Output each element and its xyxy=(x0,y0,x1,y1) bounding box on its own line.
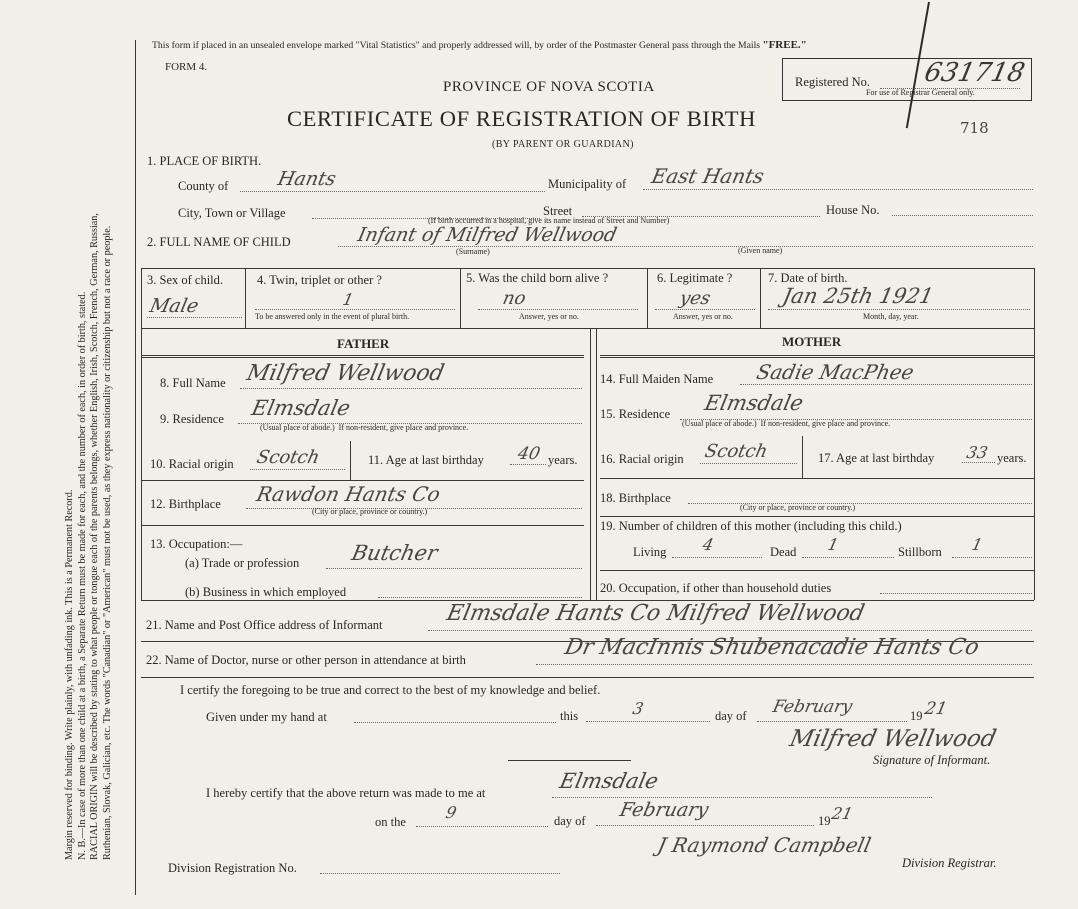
alive-value: no xyxy=(500,288,528,309)
informant-signature: Milfred Wellwood xyxy=(787,726,999,752)
legitimate-label: 6. Legitimate ? xyxy=(657,271,733,285)
stillborn-label: Stillborn xyxy=(898,545,942,559)
doctor-label: 22. Name of Doctor, nurse or other person in attendance at birth xyxy=(146,653,466,667)
date-of-birth-value: Jan 25th 1921 xyxy=(780,284,936,308)
certification-month-value: February xyxy=(770,697,854,717)
place-heading: 1. PLACE OF BIRTH. xyxy=(147,154,262,168)
twin-value: 1 xyxy=(341,290,356,309)
margin-note-multiple-births: N. B.—In case of more than one child at a birth, a Separate Return must be made for each, and the number of each, in order of birth, stated. xyxy=(76,291,88,860)
registrar-use-note: For use of Registrar General only. xyxy=(866,88,975,97)
mother-residence-note: (Usual place of abode.) If non-resident, give place and province. xyxy=(682,419,891,428)
certification-statement: I certify the foregoing to be true and correct to the best of my knowledge and belief. xyxy=(180,683,601,697)
form-frame-left xyxy=(141,268,142,600)
father-years: years. xyxy=(548,453,578,467)
mother-name-value: Sadie MacPhee xyxy=(754,360,917,384)
province-heading: PROVINCE OF NOVA SCOTIA xyxy=(443,79,655,95)
given-name-note: (Given name) xyxy=(738,246,783,255)
mother-birthplace-label: 18. Birthplace xyxy=(600,491,671,505)
father-racial-label: 10. Racial origin xyxy=(150,457,234,471)
registrar-year-value: 21 xyxy=(830,804,855,823)
sex-value: Male xyxy=(147,295,201,317)
mother-years: years. xyxy=(997,451,1027,465)
informant-signature-caption: Signature of Informant. xyxy=(873,753,991,767)
sex-label: 3. Sex of child. xyxy=(147,273,224,287)
certification-year-value: 21 xyxy=(922,699,949,719)
father-residence-value: Elmsdale xyxy=(249,396,353,420)
alive-label: 5. Was the child born alive ? xyxy=(466,271,609,285)
alive-note: Answer, yes or no. xyxy=(519,312,579,321)
hospital-note: (If birth occurred in a hospital, give its name instead of Street and Number) xyxy=(428,216,670,225)
county-value: Hants xyxy=(275,168,338,190)
corner-number: 718 xyxy=(960,119,989,137)
certification-this-label: this xyxy=(560,709,579,723)
margin-rule xyxy=(135,40,136,895)
city-label: City, Town or Village xyxy=(178,206,286,220)
margin-notes xyxy=(64,40,114,860)
living-value: 4 xyxy=(701,535,716,554)
registrar-year-prefix: 19 xyxy=(818,814,831,828)
child-name-value: Infant of Milfred Wellwood xyxy=(355,224,619,246)
mother-racial-value: Scotch xyxy=(702,441,770,462)
legitimate-value: yes xyxy=(677,288,713,309)
mother-residence-value: Elmsdale xyxy=(702,391,806,415)
municipality-label: Municipality of xyxy=(548,177,627,191)
twin-label: 4. Twin, triplet or other ? xyxy=(257,273,382,287)
mother-age-label: 17. Age at last birthday xyxy=(818,451,935,465)
form-number: FORM 4. xyxy=(165,61,208,73)
mother-racial-label: 16. Racial origin xyxy=(600,452,684,466)
registrar-signature: J Raymond Campbell xyxy=(655,833,874,857)
father-racial-value: Scotch xyxy=(254,447,322,468)
father-name-label: 8. Full Name xyxy=(160,376,226,390)
father-heading: FATHER xyxy=(337,336,390,351)
twin-note: To be answered only in the event of plural birth. xyxy=(255,312,410,321)
father-birthplace-note: (City or place, province or country.) xyxy=(312,507,428,516)
division-registration-label: Division Registration No. xyxy=(168,861,297,875)
mother-occupation-label: 20. Occupation, if other than household duties xyxy=(600,581,832,595)
certification-day-of-label: day of xyxy=(715,709,747,723)
mother-age-value: 33 xyxy=(965,443,990,462)
father-business-label: (b) Business in which employed xyxy=(185,585,347,599)
mother-heading: MOTHER xyxy=(782,334,842,349)
child-name-label: 2. FULL NAME OF CHILD xyxy=(147,235,291,249)
dead-label: Dead xyxy=(770,545,797,559)
doctor-value: Dr MacInnis Shubenacadie Hants Co xyxy=(562,635,982,660)
father-occupation-label: 13. Occupation:— xyxy=(150,537,243,551)
document-title: CERTIFICATE OF REGISTRATION OF BIRTH xyxy=(287,106,756,131)
father-trade-value: Butcher xyxy=(349,541,440,565)
informant-label: 21. Name and Post Office address of Informant xyxy=(146,618,383,632)
registrar-day-of-label: day of xyxy=(554,814,586,828)
margin-note-racial-origin-cont: Ruthenian, Slovak, Galician, etc. The words "Canadian" or "American" must not be used, as they express nationality or citizenship but not a race or people. xyxy=(101,225,113,860)
registrar-month-value: February xyxy=(617,799,711,821)
surname-note: (Surname) xyxy=(456,247,490,256)
date-of-birth-label: 7. Date of birth. xyxy=(768,271,848,285)
given-under-label: Given under my hand at xyxy=(206,710,327,724)
informant-value: Elmsdale Hants Co Milfred Wellwood xyxy=(444,601,867,626)
children-count-label: 19. Number of children of this mother (including this child.) xyxy=(600,519,902,533)
dead-value: 1 xyxy=(826,535,841,554)
stillborn-value: 1 xyxy=(970,535,985,554)
father-age-label: 11. Age at last birthday xyxy=(368,453,484,467)
document-subtitle: (BY PARENT OR GUARDIAN) xyxy=(492,139,634,150)
father-residence-label: 9. Residence xyxy=(160,412,224,426)
living-label: Living xyxy=(633,545,667,559)
mail-notice: This form if placed in an unsealed envelope marked "Vital Statistics" and properly addressed will, by order of the Postmaster General pass through the Mails "FREE." xyxy=(152,39,807,51)
registrar-day-value: 9 xyxy=(444,803,459,822)
father-birthplace-label: 12. Birthplace xyxy=(150,497,221,511)
street-label: Street xyxy=(543,204,573,218)
registered-number: 631718 xyxy=(921,58,1028,88)
registrar-signature-caption: Division Registrar. xyxy=(902,856,997,870)
father-age-value: 40 xyxy=(515,444,542,464)
father-name-value: Milfred Wellwood xyxy=(244,361,447,386)
municipality-value: East Hants xyxy=(649,164,767,188)
mother-residence-label: 15. Residence xyxy=(600,407,671,421)
registrar-on-the-label: on the xyxy=(375,815,406,829)
registrar-statement: I hereby certify that the above return was made to me at xyxy=(206,786,486,800)
certification-year-prefix: 19 xyxy=(910,709,923,723)
registrar-place-value: Elmsdale xyxy=(557,769,661,793)
mother-name-label: 14. Full Maiden Name xyxy=(600,372,714,386)
father-trade-label: (a) Trade or profession xyxy=(185,556,300,570)
registered-label: Registered No. xyxy=(795,75,870,89)
father-residence-note: (Usual place of abode.) If non-resident, give place and province. xyxy=(260,423,469,432)
father-birthplace-value: Rawdon Hants Co xyxy=(254,482,443,506)
mother-birthplace-note: (City or place, province or country.) xyxy=(740,503,856,512)
house-label: House No. xyxy=(826,203,880,217)
county-label: County of xyxy=(178,179,229,193)
date-of-birth-note: Month, day, year. xyxy=(863,312,919,321)
certification-day-value: 3 xyxy=(631,699,646,718)
legitimate-note: Answer, yes or no. xyxy=(673,312,733,321)
margin-note-binding: Margin reserved for binding. Write plainly, with unfading ink. This is a Permanent Record. xyxy=(64,489,75,860)
margin-note-racial-origin: RACIAL ORIGIN will be described by stating to what people or tongue each of the parents belongs, whether English, Irish, Scotch, French, German, Russian, xyxy=(89,213,101,860)
